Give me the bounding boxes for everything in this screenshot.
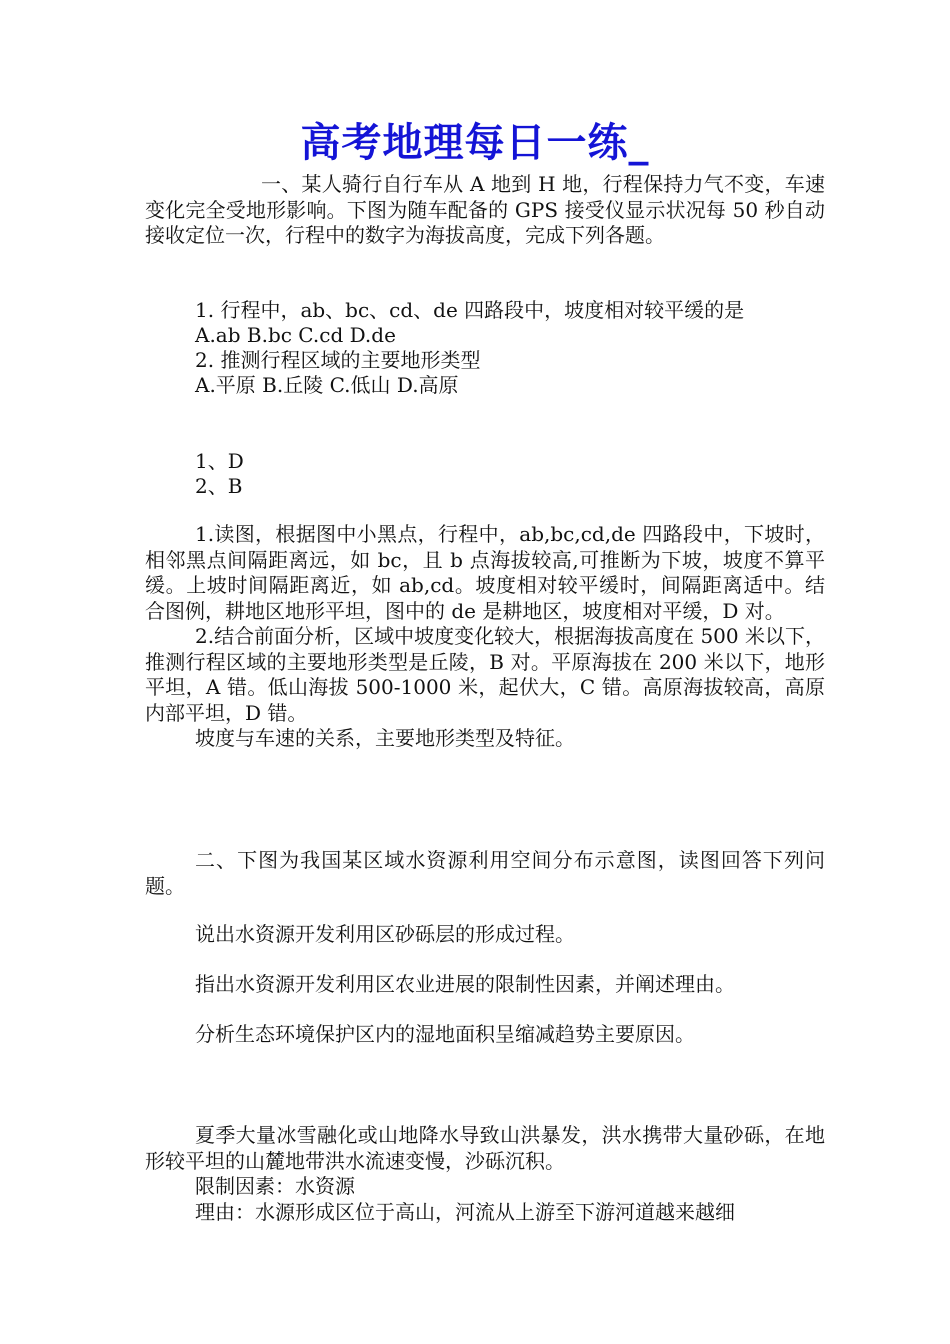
section2-answer-3: 理由：水源形成区位于高山，河流从上游至下游河道越来越细	[195, 1199, 735, 1224]
section2-question-3: 分析生态环境保护区内的湿地面积呈缩减趋势主要原因。	[195, 1022, 695, 1046]
section2-intro-text: 二、下图为我国某区域水资源利用空间分布示意图，读图回答下列问题。	[145, 848, 825, 898]
section2-question-2: 指出水资源开发利用区农业进展的限制性因素，并阐述理由。	[195, 972, 735, 996]
question-1-options: A.ab B.bc C.cd D.de	[195, 323, 396, 347]
summary-text: 坡度与车速的关系，主要地形类型及特征。	[195, 726, 575, 750]
answer-1: 1、D	[195, 449, 244, 473]
section2-answers	[145, 1123, 825, 1225]
explanation-1: 1.读图，根据图中小黑点，行程中，ab,bc,cd,de 四路段中，下坡时，相邻黑点间隔距离远，如 bc，且 b 点海拔较高,可推断为下坡，坡度不算平缓。上坡时间隔距离近，如 ab,cd。坡度相对较平缓时，间隔距离适中。结合图例，耕地区地形平坦，图中的 de 是耕地区，坡度相对平缓，D 对。	[145, 522, 825, 623]
section2-answer-2: 限制因素：水资源	[195, 1174, 355, 1198]
section2-question-1: 说出水资源开发利用区砂砾层的形成过程。	[195, 922, 575, 946]
section2-answer-1: 夏季大量冰雪融化或山地降水导致山洪暴发，洪水携带大量砂砾，在地形较平坦的山麓地带洪水流速变慢，沙砾沉积。	[145, 1123, 825, 1173]
answer-2: 2、B	[195, 474, 243, 498]
section1-intro	[145, 172, 825, 249]
explanation-2: 2.结合前面分析，区域中坡度变化较大，根据海拔高度在 500 米以下，推测行程区域的主要地形类型是丘陵，B 对。平原海拔在 200 米以下，地形平坦，A 错。低山海拔 500-1000 米，起伏大，C 错。高原海拔较高，高原内部平坦，D 错。	[145, 624, 825, 725]
question-2-options: A.平原 B.丘陵 C.低山 D.高原	[195, 373, 459, 397]
question-1: 1. 行程中，ab、bc、cd、de 四路段中，坡度相对较平缓的是	[195, 298, 745, 322]
section1-intro-text: 一、某人骑行自行车从 A 地到 H 地，行程保持力气不变，车速变化完全受地形影响。下图为随车配备的 GPS 接受仪显示状况每 50 秒自动接收定位一次，行程中的数字为海拔高度，完成下列各题。	[145, 172, 825, 247]
explanation-block	[145, 522, 825, 752]
question-2: 2. 推测行程区域的主要地形类型	[195, 348, 481, 372]
section2-intro	[145, 848, 825, 899]
page-title: 高考地理每日一练_	[300, 119, 650, 166]
